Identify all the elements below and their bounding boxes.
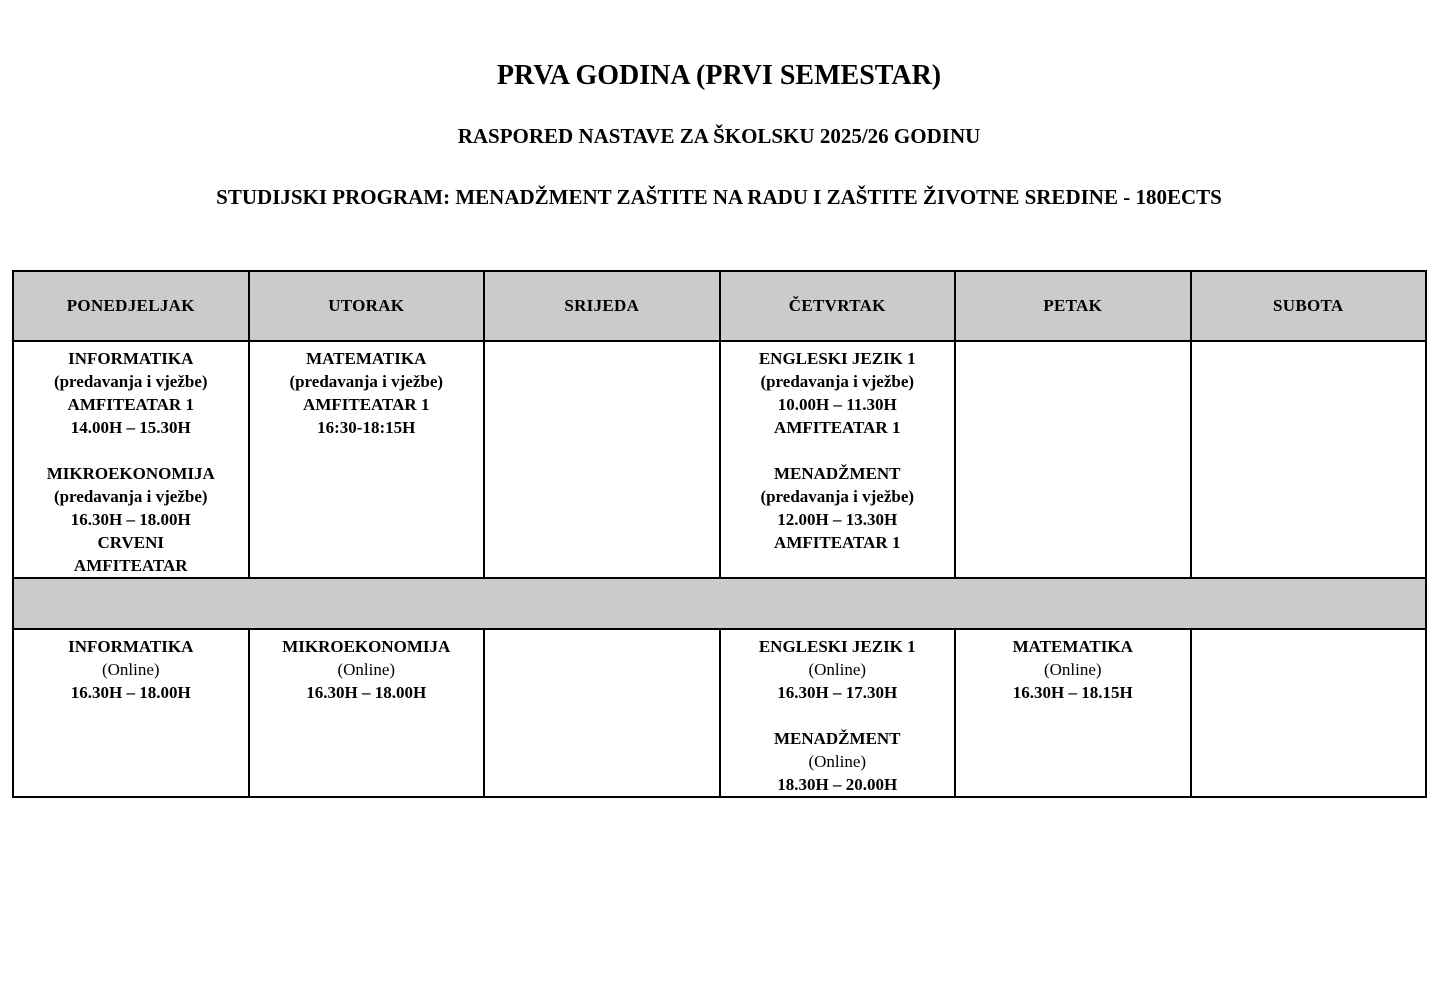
- schedule-cell-wednesday-in-person-row: [484, 341, 720, 578]
- schedule-line: (predavanja i vježbe): [760, 372, 915, 391]
- schedule-line: AMFITEATAR 1: [774, 533, 901, 552]
- day-header-monday: PONEDJELJAK: [13, 271, 249, 341]
- schedule-cell-monday-online-row: [13, 629, 249, 797]
- separator-cell: [13, 578, 1426, 629]
- schedule-line: ENGLESKI JEZIK 1: [758, 637, 916, 656]
- day-header-saturday: SUBOTA: [1191, 271, 1427, 341]
- schedule-line: AMFITEATAR 1: [67, 395, 194, 414]
- schedule-line: [725, 704, 951, 727]
- schedule-body: [13, 341, 1426, 797]
- schedule-line: 18.30H – 20.00H: [777, 775, 898, 794]
- day-header-thursday: ČETVRTAK: [720, 271, 956, 341]
- schedule-cell-tuesday-in-person-row: [249, 341, 485, 578]
- schedule-line: INFORMATIKA: [68, 349, 194, 368]
- schedule-line: MENADŽMENT: [773, 464, 901, 483]
- schedule-table: [12, 270, 1427, 798]
- schedule-cell-monday-in-person-row: [13, 341, 249, 578]
- schedule-line: MIKROEKONOMIJA: [282, 637, 451, 656]
- schedule-line: AMFITEATAR 1: [303, 395, 430, 414]
- schedule-line: 16.30H – 18.15H: [1012, 683, 1133, 702]
- schedule-line: MATEMATIKA: [306, 349, 427, 368]
- schedule-line: (predavanja i vježbe): [289, 372, 444, 391]
- day-header-friday: PETAK: [955, 271, 1191, 341]
- schedule-line: (predavanja i vježbe): [53, 487, 208, 506]
- online-row: [13, 629, 1426, 797]
- schedule-line: (Online): [101, 660, 160, 679]
- schedule-cell-thursday-online-row: [720, 629, 956, 797]
- schedule-line: (Online): [808, 752, 867, 771]
- page-title: PRVA GODINA (PRVI SEMESTAR): [496, 60, 942, 91]
- schedule-line: (Online): [1043, 660, 1102, 679]
- schedule-line: 16.30H – 18.00H: [70, 510, 191, 529]
- page-subtitle: RASPORED NASTAVE ZA ŠKOLSKU 2025/26 GODINU: [457, 124, 981, 148]
- schedule-line: 16.30H – 18.00H: [70, 683, 191, 702]
- schedule-line: (Online): [337, 660, 396, 679]
- schedule-cell-wednesday-online-row: [484, 629, 720, 797]
- schedule-cell-thursday-in-person-row: [720, 341, 956, 578]
- schedule-header: [13, 271, 1426, 341]
- schedule-line: AMFITEATAR: [73, 556, 188, 575]
- day-header-row: [13, 271, 1426, 341]
- in-person-row: [13, 341, 1426, 578]
- schedule-line: (Online): [808, 660, 867, 679]
- schedule-cell-friday-in-person-row: [955, 341, 1191, 578]
- schedule-line: [725, 439, 951, 462]
- schedule-line: (predavanja i vježbe): [760, 487, 915, 506]
- schedule-line: 16:30-18:15H: [317, 418, 416, 437]
- schedule-line: [18, 439, 244, 462]
- schedule-line: 10.00H – 11.30H: [777, 395, 897, 414]
- schedule-line: ENGLESKI JEZIK 1: [758, 349, 916, 368]
- schedule-line: 16.30H – 17.30H: [777, 683, 898, 702]
- schedule-line: (predavanja i vježbe): [53, 372, 208, 391]
- schedule-line: INFORMATIKA: [68, 637, 194, 656]
- schedule-line: AMFITEATAR 1: [774, 418, 901, 437]
- day-header-wednesday: SRIJEDA: [484, 271, 720, 341]
- schedule-cell-saturday-online-row: [1191, 629, 1427, 797]
- schedule-line: MATEMATIKA: [1012, 637, 1133, 656]
- separator-row: [13, 578, 1426, 629]
- schedule-line: MENADŽMENT: [773, 729, 901, 748]
- schedule-line: 12.00H – 13.30H: [777, 510, 898, 529]
- schedule-cell-saturday-in-person-row: [1191, 341, 1427, 578]
- schedule-line: CRVENI: [97, 533, 164, 552]
- schedule-line: MIKROEKONOMIJA: [46, 464, 215, 483]
- day-header-tuesday: UTORAK: [249, 271, 485, 341]
- schedule-cell-tuesday-online-row: [249, 629, 485, 797]
- study-program-title: STUDIJSKI PROGRAM: MENADŽMENT ZAŠTITE NA RADU I ZAŠTITE ŽIVOTNE SREDINE - 180ECTS: [216, 185, 1222, 209]
- schedule-line: 14.00H – 15.30H: [70, 418, 191, 437]
- schedule-line: 16.30H – 18.00H: [306, 683, 427, 702]
- schedule-cell-friday-online-row: [955, 629, 1191, 797]
